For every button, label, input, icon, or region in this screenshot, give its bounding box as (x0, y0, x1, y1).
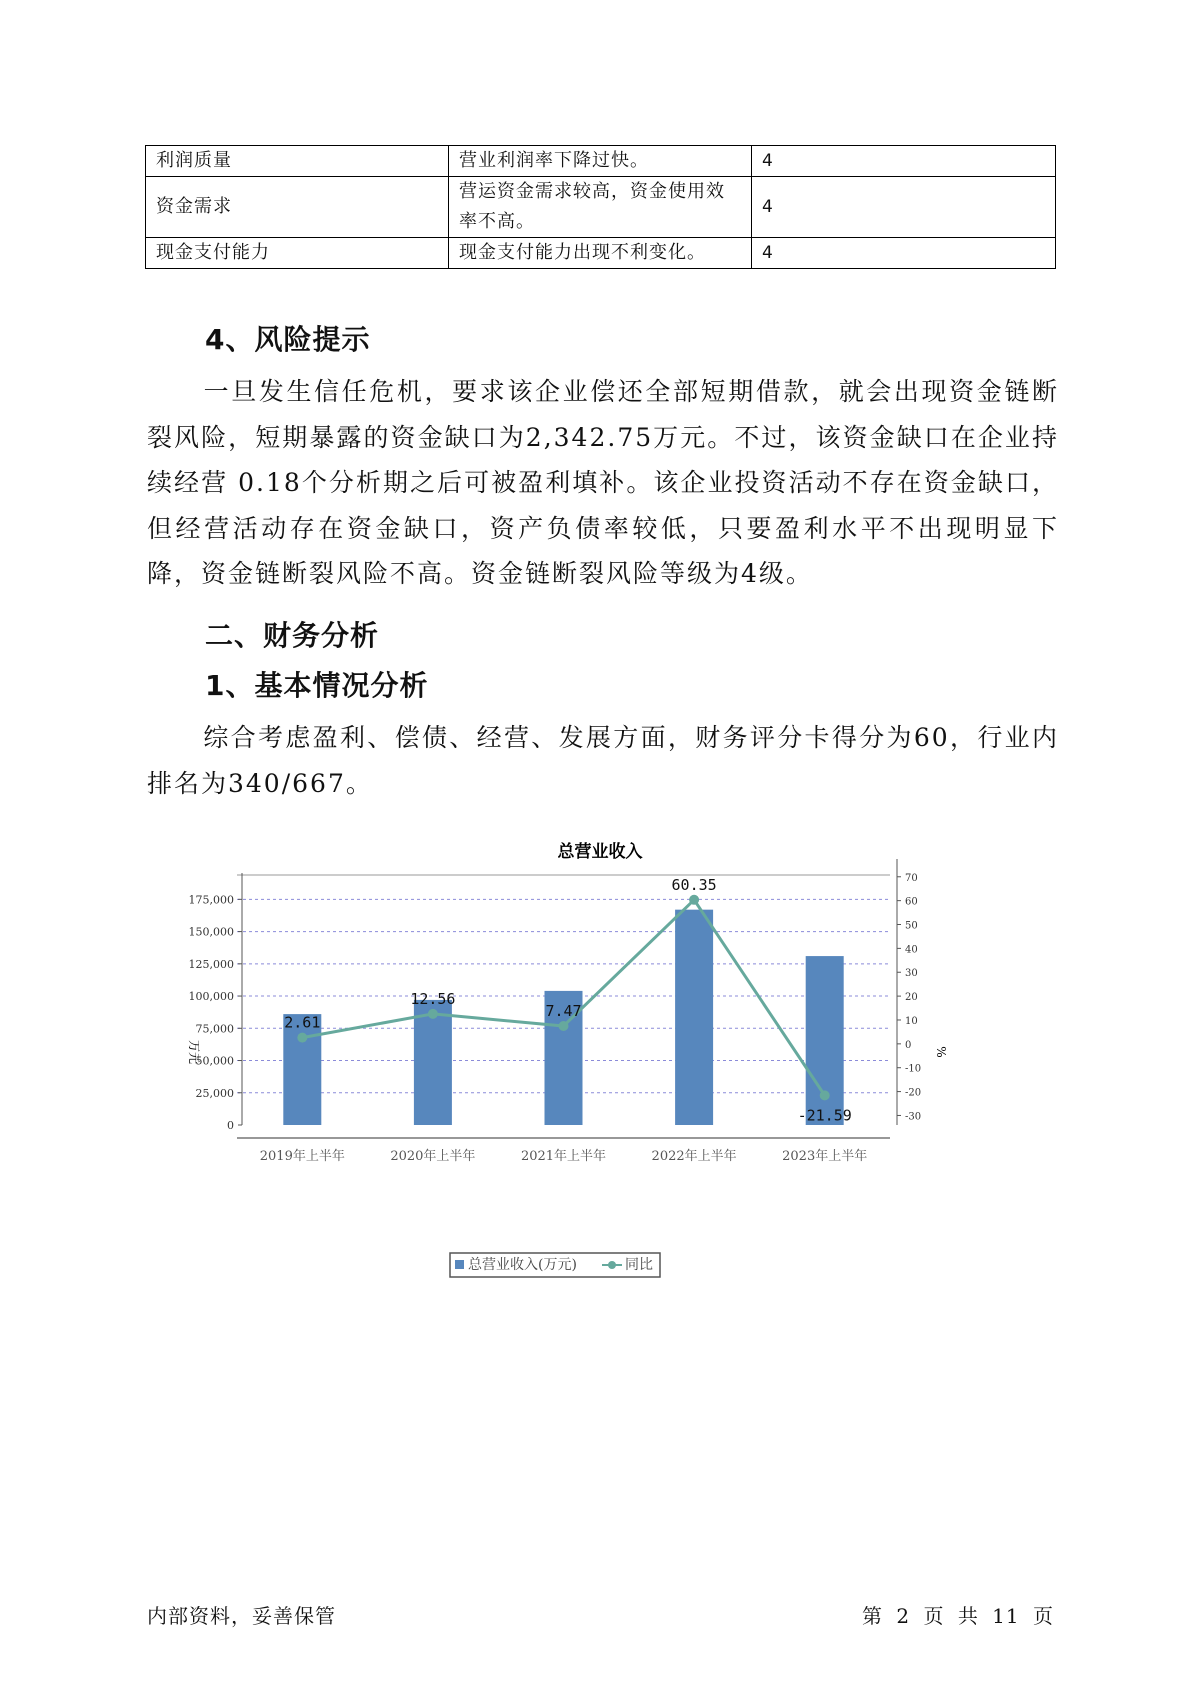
y-tick-label: 175,000 (188, 893, 234, 907)
yoy-point (428, 1009, 438, 1019)
table-row (146, 146, 1056, 177)
yoy-data-label: -21.59 (797, 1106, 852, 1125)
y2-tick-label: 0 (905, 1039, 912, 1051)
risk-item-cell: 利润质量 (146, 146, 449, 177)
legend-line-marker (608, 1261, 616, 1269)
legend-line-label: 同比 (625, 1257, 653, 1273)
yoy-point (689, 895, 699, 905)
basic-analysis-paragraph (147, 715, 1059, 806)
y2-tick-label: 70 (905, 872, 918, 884)
y-tick-label: 0 (227, 1119, 234, 1132)
y-tick-label: 100,000 (188, 990, 234, 1004)
y2-tick-label: -20 (905, 1087, 922, 1099)
bar (675, 910, 713, 1125)
y2-tick-label: -10 (905, 1063, 922, 1075)
risk-level-cell: 4 (752, 238, 1056, 269)
y2-tick-label: 60 (905, 896, 918, 908)
x-tick-label: 2019年上半年 (259, 1149, 345, 1164)
risk-paragraph-text: 一旦发生信任危机，要求该企业偿还全部短期借款，就会出现资金链断裂风险，短期暴露的资金缺口为2,342.75万元。不过，该资金缺口在企业持续经营 0.18个分析期之后可被盈利填补。该企业投资活动不存在资金缺口，但经营活动存在资金缺口，资产负债率较低，只要盈利水平不出现明显下降，资金链断裂风险不高。资金链断裂风险等级为4级。 (147, 377, 1059, 588)
basic-analysis-heading: 1、基本情况分析 (205, 669, 429, 702)
revenue-chart (170, 835, 1020, 1305)
risk-level-cell: 4 (752, 177, 1056, 238)
x-tick-label: 2020年上半年 (390, 1149, 476, 1164)
yoy-point (559, 1021, 569, 1031)
basic-analysis-text: 综合考虑盈利、偿债、经营、发展方面，财务评分卡得分为60，行业内排名为340/667。 (147, 723, 1059, 798)
x-tick-label: 2022年上半年 (651, 1149, 737, 1164)
y-tick-label: 125,000 (188, 957, 234, 971)
risk-desc-cell: 现金支付能力出现不利变化。 (449, 238, 752, 269)
legend-bar-swatch (455, 1260, 464, 1269)
footer-page-number: 第 2 页 共 11 页 (862, 1604, 1054, 1628)
x-tick-label: 2021年上半年 (520, 1149, 607, 1164)
y-tick-label: 75,000 (195, 1022, 234, 1036)
table-row (146, 238, 1056, 269)
finance-heading: 二、财务分析 (205, 619, 380, 652)
yoy-point (297, 1033, 307, 1043)
y2-tick-label: 20 (905, 992, 918, 1004)
y-tick-label: 25,000 (195, 1086, 234, 1100)
y2-axis-label: % (934, 1046, 948, 1058)
yoy-data-label: 12.56 (410, 989, 456, 1008)
risk-paragraph (147, 369, 1059, 597)
footer-confidential: 内部资料，妥善保管 (147, 1604, 336, 1628)
chart-title: 总营业收入 (557, 842, 643, 862)
risk-desc-cell: 营运资金需求较高，资金使用效率不高。 (449, 177, 752, 238)
yoy-data-label: 60.35 (671, 875, 717, 894)
yoy-point (820, 1090, 830, 1100)
risk-desc-cell: 营业利润率下降过快。 (449, 146, 752, 177)
y2-tick-label: -30 (905, 1111, 922, 1123)
y-tick-label: 50,000 (195, 1054, 234, 1068)
risk-heading: 4、风险提示 (205, 323, 371, 356)
legend-bar-label: 总营业收入(万元) (468, 1257, 577, 1273)
risk-item-cell: 资金需求 (146, 177, 449, 238)
risk-table (145, 145, 1056, 269)
y-axis-label: 万元 (187, 1039, 201, 1065)
risk-item-cell: 现金支付能力 (146, 238, 449, 269)
yoy-data-label: 2.61 (284, 1013, 321, 1032)
y2-tick-label: 30 (905, 968, 918, 980)
y2-tick-label: 50 (905, 920, 918, 932)
chart-legend (450, 1253, 660, 1277)
y2-tick-label: 40 (905, 944, 918, 956)
risk-level-cell: 4 (752, 146, 1056, 177)
yoy-data-label: 7.47 (545, 1002, 582, 1021)
table-row (146, 177, 1056, 238)
x-tick-label: 2023年上半年 (782, 1149, 868, 1164)
y-tick-label: 150,000 (188, 925, 234, 939)
y2-tick-label: 10 (905, 1015, 918, 1027)
